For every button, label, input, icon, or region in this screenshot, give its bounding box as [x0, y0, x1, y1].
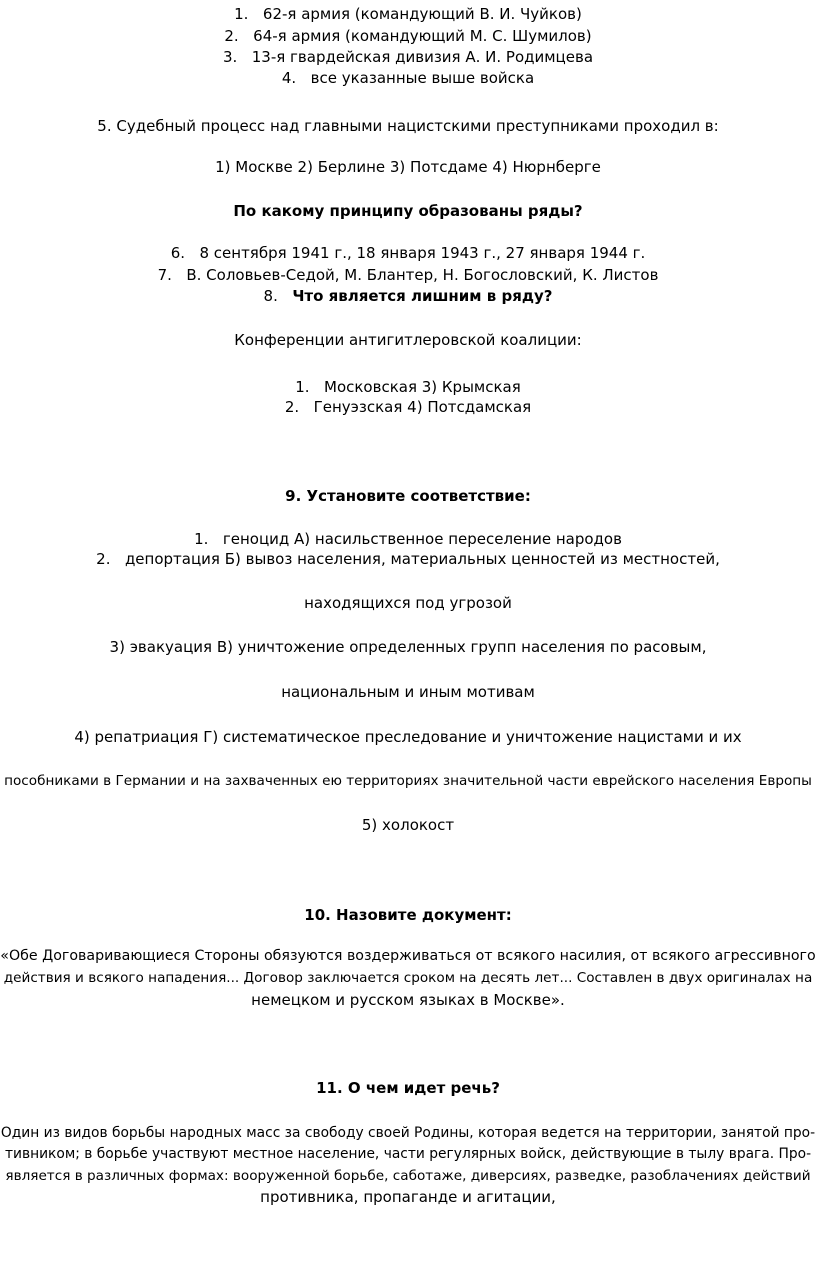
question-10-heading: 10. Назовите документ: [304, 906, 512, 924]
question-8: 8. Что является лишним в ряду? [263, 287, 553, 305]
list-item: 4. все указанные выше войска [281, 69, 535, 87]
question-5-options: 1) Москве 2) Берлине 3) Потсдаме 4) Нюрнберге [215, 158, 601, 176]
question-9-heading: 9. Установите соответствие: [285, 487, 531, 505]
list-item: 3. 13-я гвардейская дивизия А. И. Родимцева [222, 48, 594, 66]
list-item: 1. Московская 3) Крымская [295, 378, 521, 396]
list-item: 2. депортация Б) вывоз населения, материальных ценностей из местностей, [96, 550, 720, 568]
list-item: 2. Генуэзская 4) Потсдамская [284, 398, 532, 416]
list-item: 1. геноцид А) насильственное переселение народов [194, 530, 622, 548]
question-11-heading: 11. О чем идет речь? [316, 1079, 500, 1097]
rows-heading: По какому принципу образованы ряды? [233, 202, 583, 220]
list-item: 2. 64-я армия (командующий М. С. Шумилов) [224, 27, 592, 45]
paragraph-line: противника, пропаганде и агитации, [260, 1188, 556, 1206]
list-item: 7. В. Соловьев-Седой, М. Блантер, Н. Богословский, К. Листов [157, 266, 659, 284]
conferences-title: Конференции антигитлеровской коалиции: [234, 331, 582, 349]
quote-line: немецком и русском языках в Москве». [251, 991, 565, 1009]
text-line: 5) холокост [361, 816, 455, 834]
list-item: 6. 8 сентября 1941 г., 18 января 1943 г., 27 января 1944 г. [170, 244, 646, 262]
paragraph-line: Один из видов борьбы народных масс за свободу своей Родины, которая ведется на территории, занятой про- [0, 1125, 816, 1141]
question-5: 5. Судебный процесс над главными нацистскими преступниками проходил в: [97, 117, 719, 135]
text-line: пособниками в Германии и на захваченных ею территориях значительной части еврейского населения Европы [4, 773, 812, 789]
text-line: 3) эвакуация В) уничтожение определенных групп населения по расовым, [109, 638, 707, 656]
text-line: 4) репатриация Г) систематическое преследование и уничтожение нацистами и их [74, 728, 742, 746]
list-item: 1. 62-я армия (командующий В. И. Чуйков) [234, 5, 582, 23]
quote-line: действия и всякого нападения... Договор заключается сроком на десять лет... Составлен в двух оригиналах на [3, 970, 813, 986]
paragraph-line: является в различных формах: вооруженной борьбе, саботаже, диверсиях, разведке, разоблачениях действий [5, 1168, 811, 1184]
quote-line: «Обе Договаривающиеся Стороны обязуются воздерживаться от всякого насилия, от всякого агрессивного [0, 948, 816, 964]
text-line: национальным и иным мотивам [281, 683, 535, 701]
text-line: находящихся под угрозой [304, 594, 512, 612]
paragraph-line: тивником; в борьбе участвуют местное население, части регулярных войск, действующие в тылу врага. Про- [4, 1146, 812, 1162]
